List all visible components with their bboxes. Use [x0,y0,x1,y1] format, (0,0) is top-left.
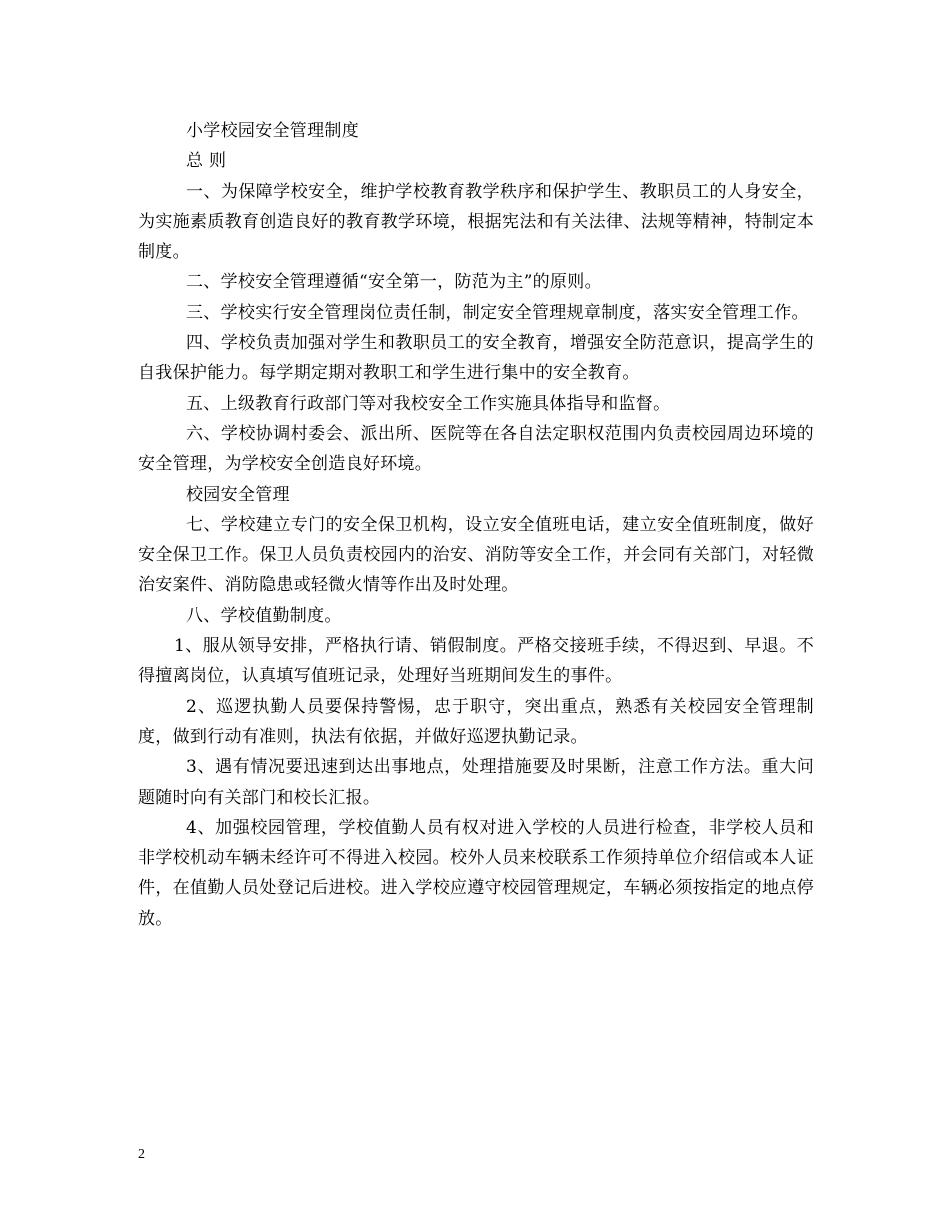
document-body [138,116,814,934]
document-title: 小学校园安全管理制度 [186,121,359,141]
paragraph-6: 六、学校协调村委会、派出所、医院等在各自法定职权范围内负责校园周边环境的安全管理，为学校安全创造良好环境。 [138,423,814,475]
duty-item-3: 3、遇有情况要迅速到达出事地点，处理措施要及时果断，注意工作方法。重大问题随时向有关部门和校长汇报。 [138,757,814,808]
paragraph-8: 八、学校值勤制度。 [186,605,342,626]
paragraph-5: 五、上级教育行政部门等对我校安全工作实施具体指导和监督。 [186,393,671,414]
paragraph-1: 一、为保障学校安全，维护学校教育教学秩序和保护学生、教职员工的人身安全，为实施素质教育创造良好的教育教学环境，根据宪法和有关法律、法规等精神，特制定本制度。 [138,181,814,263]
paragraph-7: 七、学校建立专门的安全保卫机构，设立安全值班电话，建立安全值班制度，做好安全保卫工作。保卫人员负责校园内的治安、消防等安全工作，并会同有关部门，对轻微治安案件、消防隐患或轻微火情等作出及时处理。 [138,514,814,596]
paragraph-4: 四、学校负责加强对学生和教职员工的安全教育，增强安全防范意识，提高学生的自我保护能力。每学期定期对教职工和学生进行集中的安全教育。 [138,333,814,384]
paragraph-2: 二、学校安全管理遵循“安全第一，防范为主”的原则。 [186,272,602,293]
duty-item-4: 4、加强校园管理，学校值勤人员有权对进入学校的人员进行检查，非学校人员和非学校机动车辆未经许可不得进入校园。校外人员来校联系工作须持单位介绍信或本人证件，在值勤人员处登记后进校。进入学校应遵守校园管理规定，车辆必须按指定的地点停放。 [138,817,814,929]
duty-item-2: 2、巡逻执勤人员要保持警惕，忠于职守，突出重点，熟悉有关校园安全管理制度，做到行动有准则，执法有依据，并做好巡逻执勤记录。 [138,696,814,747]
section-heading-campus: 校园安全管理 [186,484,290,505]
paragraph-3: 三、学校实行安全管理岗位责任制，制定安全管理规章制度，落实安全管理工作。 [186,302,809,323]
section-heading-general: 总 则 [186,151,227,172]
page-number: 2 [138,1147,145,1162]
duty-item-1: 1、服从领导安排，严格执行请、销假制度。严格交接班手续，不得迟到、早退。不得擅离岗位，认真填写值班记录，处理好当班期间发生的事件。 [138,636,814,687]
